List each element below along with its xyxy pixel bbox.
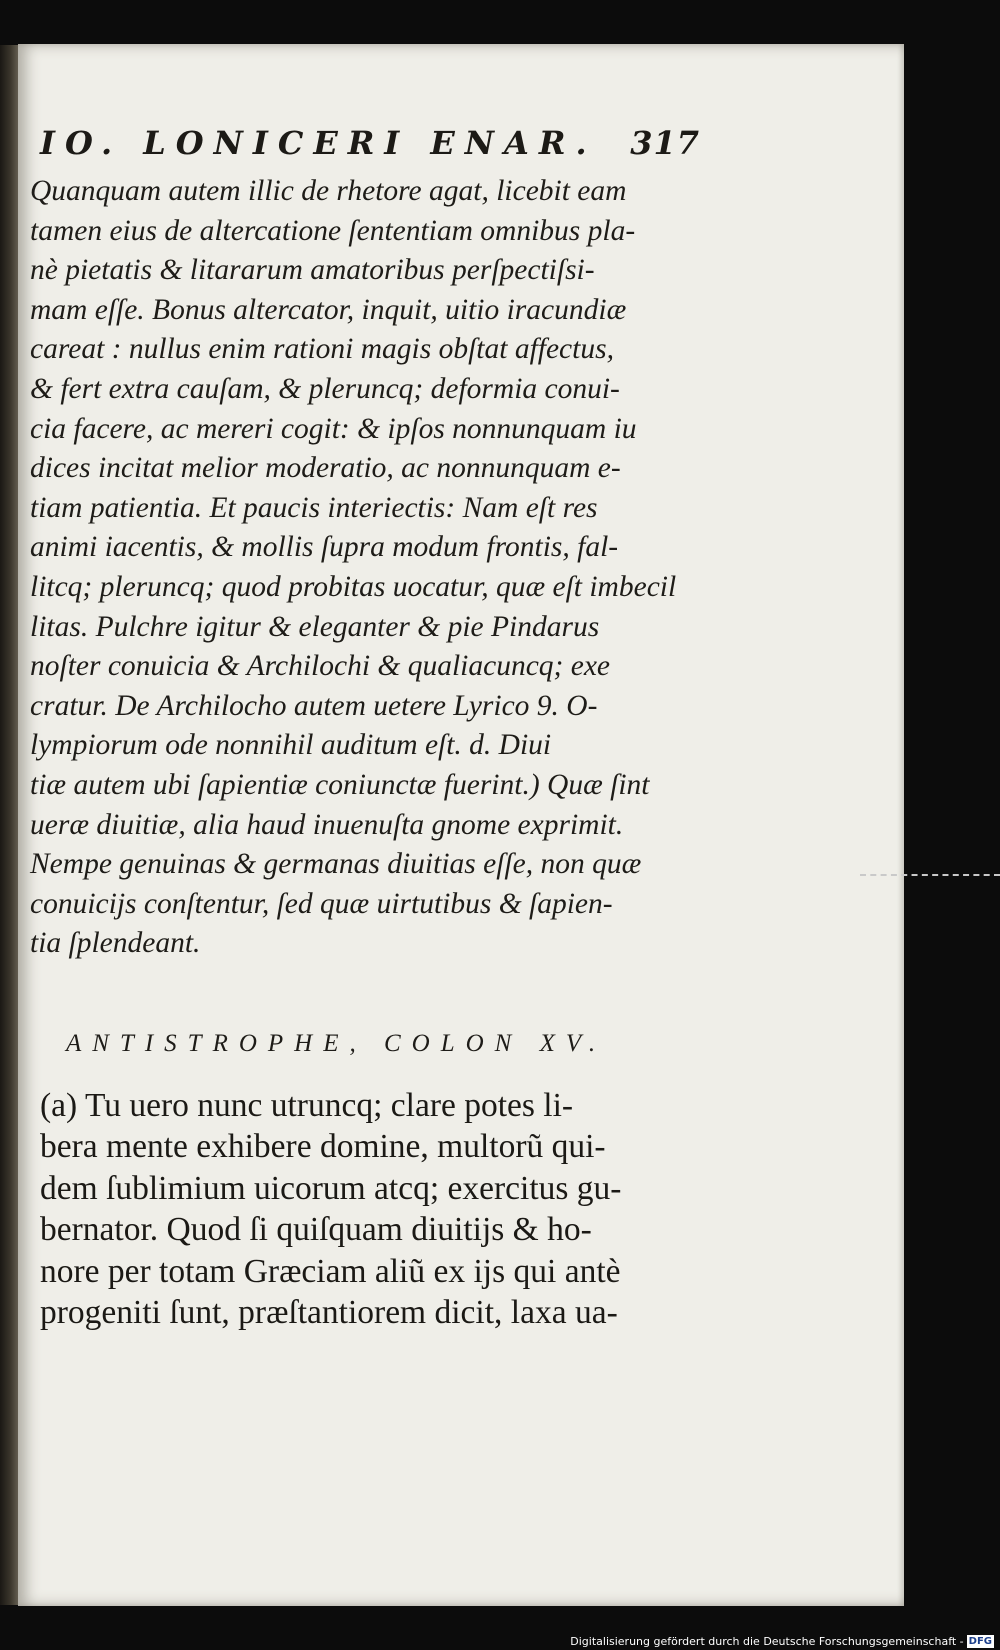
translation-text: [40, 1085, 705, 1333]
commentary-line: careat : nullus enim rationi magis obſtat affectus,: [30, 333, 614, 366]
commentary-line: & fert extra cauſam, & pleruncq; deformia conui-: [30, 372, 620, 405]
translation-line: (a) Tu uero nunc utruncq; clare potes li-: [40, 1087, 574, 1124]
digitization-credit: [570, 1635, 994, 1648]
translation-line: dem ſublimium uicorum atcq; exercitus gu-: [40, 1169, 622, 1207]
commentary-line: animi iacentis, & mollis ſupra modum frontis, fal-: [30, 531, 619, 564]
commentary-line: litcq; pleruncq; quod probitas uocatur, quæ eſt imbecil: [30, 570, 677, 603]
commentary-line: mam eſſe. Bonus altercator, inquit, uitio iracundiæ: [30, 293, 627, 326]
running-head-title: IO. LONICERI ENAR.: [40, 124, 597, 162]
commentary-line: ueræ diuitiæ, alia haud inuenuſta gnome exprimit.: [30, 808, 624, 841]
running-head: [40, 124, 700, 162]
commentary-text: [30, 172, 695, 964]
dfg-logo: DFG: [968, 1636, 992, 1647]
credit-text: Digitalisierung gefördert durch die Deutsche Forschungsgemeinschaft -: [570, 1635, 964, 1648]
translation-line: nore per totam Græciam aliũ ex ijs qui antè: [40, 1252, 621, 1290]
commentary-line: lympiorum ode nonnihil auditum eſt. d. Diui: [30, 729, 552, 762]
commentary-line: cia facere, ac mereri cogit: & ipſos nonnunquam iu: [30, 412, 637, 445]
commentary-line: tia ſplendeant.: [30, 927, 201, 960]
commentary-line: tiam patientia. Et paucis interiectis: Nam eſt res: [30, 491, 598, 524]
translation-line: bera mente exhibere domine, multorũ qui-: [40, 1128, 606, 1166]
commentary-line: dices incitat melior moderatio, ac nonnunquam e-: [30, 452, 621, 485]
scan-marker-line: [860, 874, 1000, 876]
commentary-line: nè pietatis & litararum amatoribus perſpectiſsi-: [30, 254, 595, 287]
commentary-line: litas. Pulchre igitur & eleganter & pie Pindarus: [30, 610, 600, 643]
translation-line: progeniti ſunt, præſtantiorem dicit, laxa ua-: [40, 1294, 618, 1332]
commentary-line: cratur. De Archilocho autem uetere Lyrico 9. O-: [30, 689, 598, 722]
commentary-line: noſter conuicia & Archilochi & qualiacuncq; exe: [30, 650, 611, 683]
commentary-line: Nempe genuinas & germanas diuitias eſſe, non quæ: [30, 848, 642, 881]
translation-line: bernator. Quod ſi quiſquam diuitijs & ho-: [40, 1211, 592, 1249]
commentary-line: tamen eius de altercatione ſententiam omnibus pla-: [30, 214, 636, 247]
commentary-line: conuicijs conſtentur, ſed quæ uirtutibus & ſapien-: [30, 887, 613, 920]
commentary-line: Quanquam autem illic de rhetore agat, licebit eam: [30, 175, 627, 207]
section-heading: ANTISTROPHE, COLON XV.: [66, 1030, 607, 1057]
page-number: 317: [630, 124, 700, 162]
commentary-line: tiæ autem ubi ſapientiæ coniunctæ fuerint.) Quæ ſint: [30, 768, 650, 801]
